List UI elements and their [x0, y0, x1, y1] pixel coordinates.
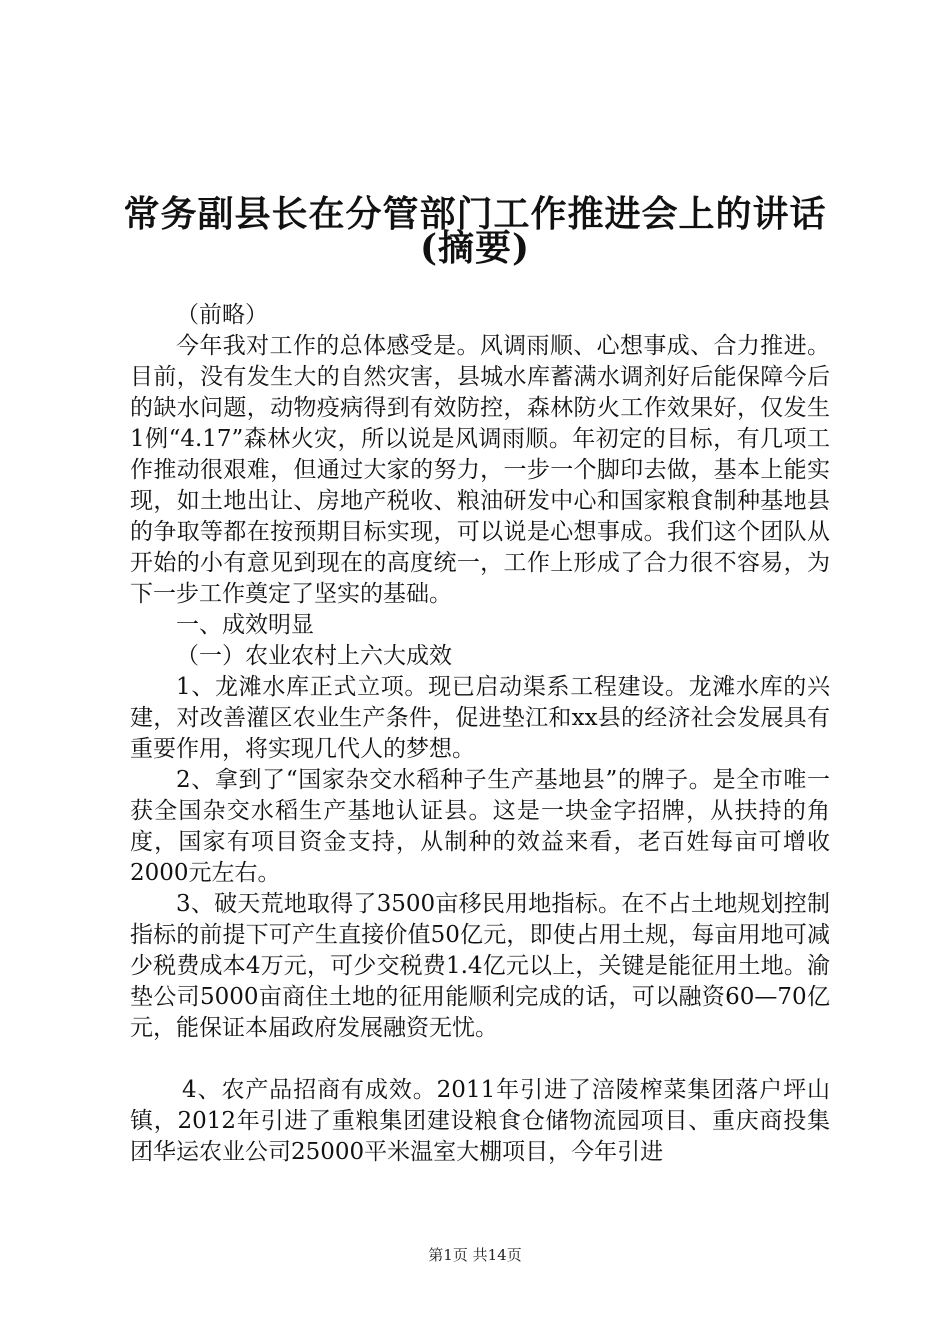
page-footer: 第1页 共14页: [428, 1246, 522, 1264]
paragraph-item-2: 2、拿到了“国家杂交水稻种子生产基地县”的牌子。是全市唯一获全国杂交水稻生产基地认证县。这是一块金字招牌，从扶持的角度，国家有项目资金支持，从制种的效益来看，老百姓每亩可增收2000元左右。: [130, 767, 830, 886]
subsection-heading: （一）农业农村上六大成效: [176, 643, 452, 669]
document-title: 常务副县长在分管部门工作推进会上的讲话: [123, 193, 827, 235]
document-subtitle: (摘要): [419, 227, 531, 269]
section-heading: 一、成效明显: [176, 612, 314, 638]
paragraph-spacer: [130, 1044, 830, 1075]
paragraph-preface: （前略）: [176, 302, 268, 328]
paragraph-item-3: 3、破天荒地取得了3500亩移民用地指标。在不占土地规划控制指标的前提下可产生直接价值50亿元，即使占用土规，每亩用地可减少税费成本4万元，可少交税费1.4亿元以上，关键是能征用土地。渝垫公司5000亩商住土地的征用能顺利完成的话，可以融资60—70亿元，能保证本届政府发展融资无忧。: [130, 891, 830, 1041]
document-body: [130, 300, 830, 1168]
paragraph-item-1: 1、龙滩水库正式立项。现已启动渠系工程建设。龙滩水库的兴建，对改善灌区农业生产条件，促进垫江和xx县的经济社会发展具有重要作用，将实现几代人的梦想。: [130, 674, 830, 762]
paragraph-item-4: 4、农产品招商有成效。2011年引进了涪陵榨菜集团落户坪山镇，2012年引进了重粮集团建设粮食仓储物流园项目、重庆商投集团华运农业公司25000平米温室大棚项目，今年引进: [130, 1077, 830, 1165]
paragraph-overview: 今年我对工作的总体感受是。风调雨顺、心想事成、合力推进。目前，没有发生大的自然灾害，县城水库蓄满水调剂好后能保障今后的缺水问题，动物疫病得到有效防控，森林防火工作效果好，仅发生1例“4.17”森林火灾，所以说是风调雨顺。年初定的目标，有几项工作推动很艰难，但通过大家的努力，一步一个脚印去做，基本上能实现，如土地出让、房地产税收、粮油研发中心和国家粮食制种基地县的争取等都在按预期目标实现，可以说是心想事成。我们这个团队从开始的小有意见到现在的高度统一，工作上形成了合力很不容易，为下一步工作奠定了坚实的基础。: [130, 333, 830, 607]
